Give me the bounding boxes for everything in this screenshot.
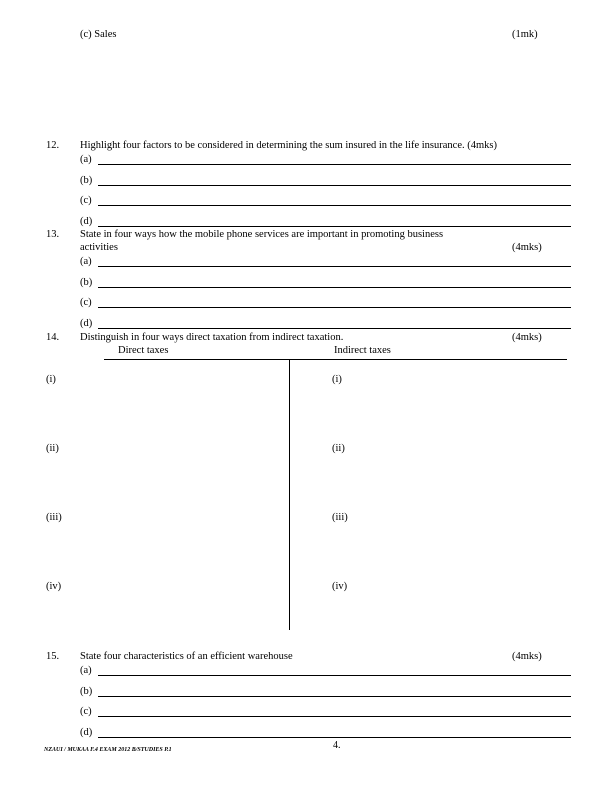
q15-answer-d-line[interactable]	[98, 737, 571, 738]
q15-answer-a-line[interactable]	[98, 675, 571, 676]
q14-indirect-row-iii: (iii)	[332, 512, 348, 523]
q12-answer-c-line[interactable]	[98, 205, 571, 206]
q15-number: 15.	[46, 651, 60, 662]
q14-direct-row-iv: (iv)	[46, 581, 62, 592]
page-number: 4.	[333, 740, 341, 751]
q14-number: 14.	[46, 332, 60, 343]
q14-direct-row-ii: (ii)	[46, 443, 59, 454]
q13-answer-b-label: (b)	[80, 277, 93, 288]
q14-direct-row-iii: (iii)	[46, 512, 62, 523]
q13-answer-d-line[interactable]	[98, 328, 571, 329]
q14-indirect-row-iv: (iv)	[332, 581, 348, 592]
q13-text-line2: activities	[80, 242, 118, 253]
q13-answer-c-line[interactable]	[98, 307, 571, 308]
q13-text-line1: State in four ways how the mobile phone services are important in promoting business	[80, 229, 444, 240]
q13-number: 13.	[46, 229, 60, 240]
q13-answer-a-label: (a)	[80, 256, 92, 267]
q12-answer-a-label: (a)	[80, 154, 92, 165]
q15-answer-a-label: (a)	[80, 665, 92, 676]
q14-indirect-row-ii: (ii)	[332, 443, 345, 454]
q13-answer-c-label: (c)	[80, 297, 92, 308]
q12-answer-c-label: (c)	[80, 195, 92, 206]
q15-answer-c-line[interactable]	[98, 716, 571, 717]
q12-text: Highlight four factors to be considered in determining the sum insured in the life insurance. (4mks)	[80, 140, 497, 151]
q15-text: State four characteristics of an efficient warehouse	[80, 651, 293, 662]
q11c-marks: (1mk)	[512, 29, 538, 40]
q14-direct-row-i: (i)	[46, 374, 56, 385]
q13-answer-a-line[interactable]	[98, 266, 571, 267]
q14-text: Distinguish in four ways direct taxation from indirect taxation.	[80, 332, 344, 343]
q15-answer-c-label: (c)	[80, 706, 92, 717]
q11c-label: (c) Sales	[80, 29, 117, 40]
q15-answer-b-line[interactable]	[98, 696, 571, 697]
footer-exam-label: NZAUI / MUKAA F.4 EXAM 2012 B/STUDIES P.1	[44, 747, 172, 753]
q13-marks: (4mks)	[512, 242, 542, 253]
q14-table-divider	[289, 359, 290, 630]
q14-col-indirect-header: Indirect taxes	[334, 345, 391, 356]
q12-answer-d-line[interactable]	[98, 226, 571, 227]
q14-col-direct-header: Direct taxes	[118, 345, 169, 356]
q14-table-header-rule	[104, 359, 567, 360]
q12-answer-b-label: (b)	[80, 175, 93, 186]
q12-number: 12.	[46, 140, 60, 151]
q12-answer-a-line[interactable]	[98, 164, 571, 165]
q14-indirect-row-i: (i)	[332, 374, 342, 385]
q14-marks: (4mks)	[512, 332, 542, 343]
q15-answer-d-label: (d)	[80, 727, 93, 738]
q15-marks: (4mks)	[512, 651, 542, 662]
q13-answer-b-line[interactable]	[98, 287, 571, 288]
q12-answer-b-line[interactable]	[98, 185, 571, 186]
q13-answer-d-label: (d)	[80, 318, 93, 329]
q15-answer-b-label: (b)	[80, 686, 93, 697]
q12-answer-d-label: (d)	[80, 216, 93, 227]
